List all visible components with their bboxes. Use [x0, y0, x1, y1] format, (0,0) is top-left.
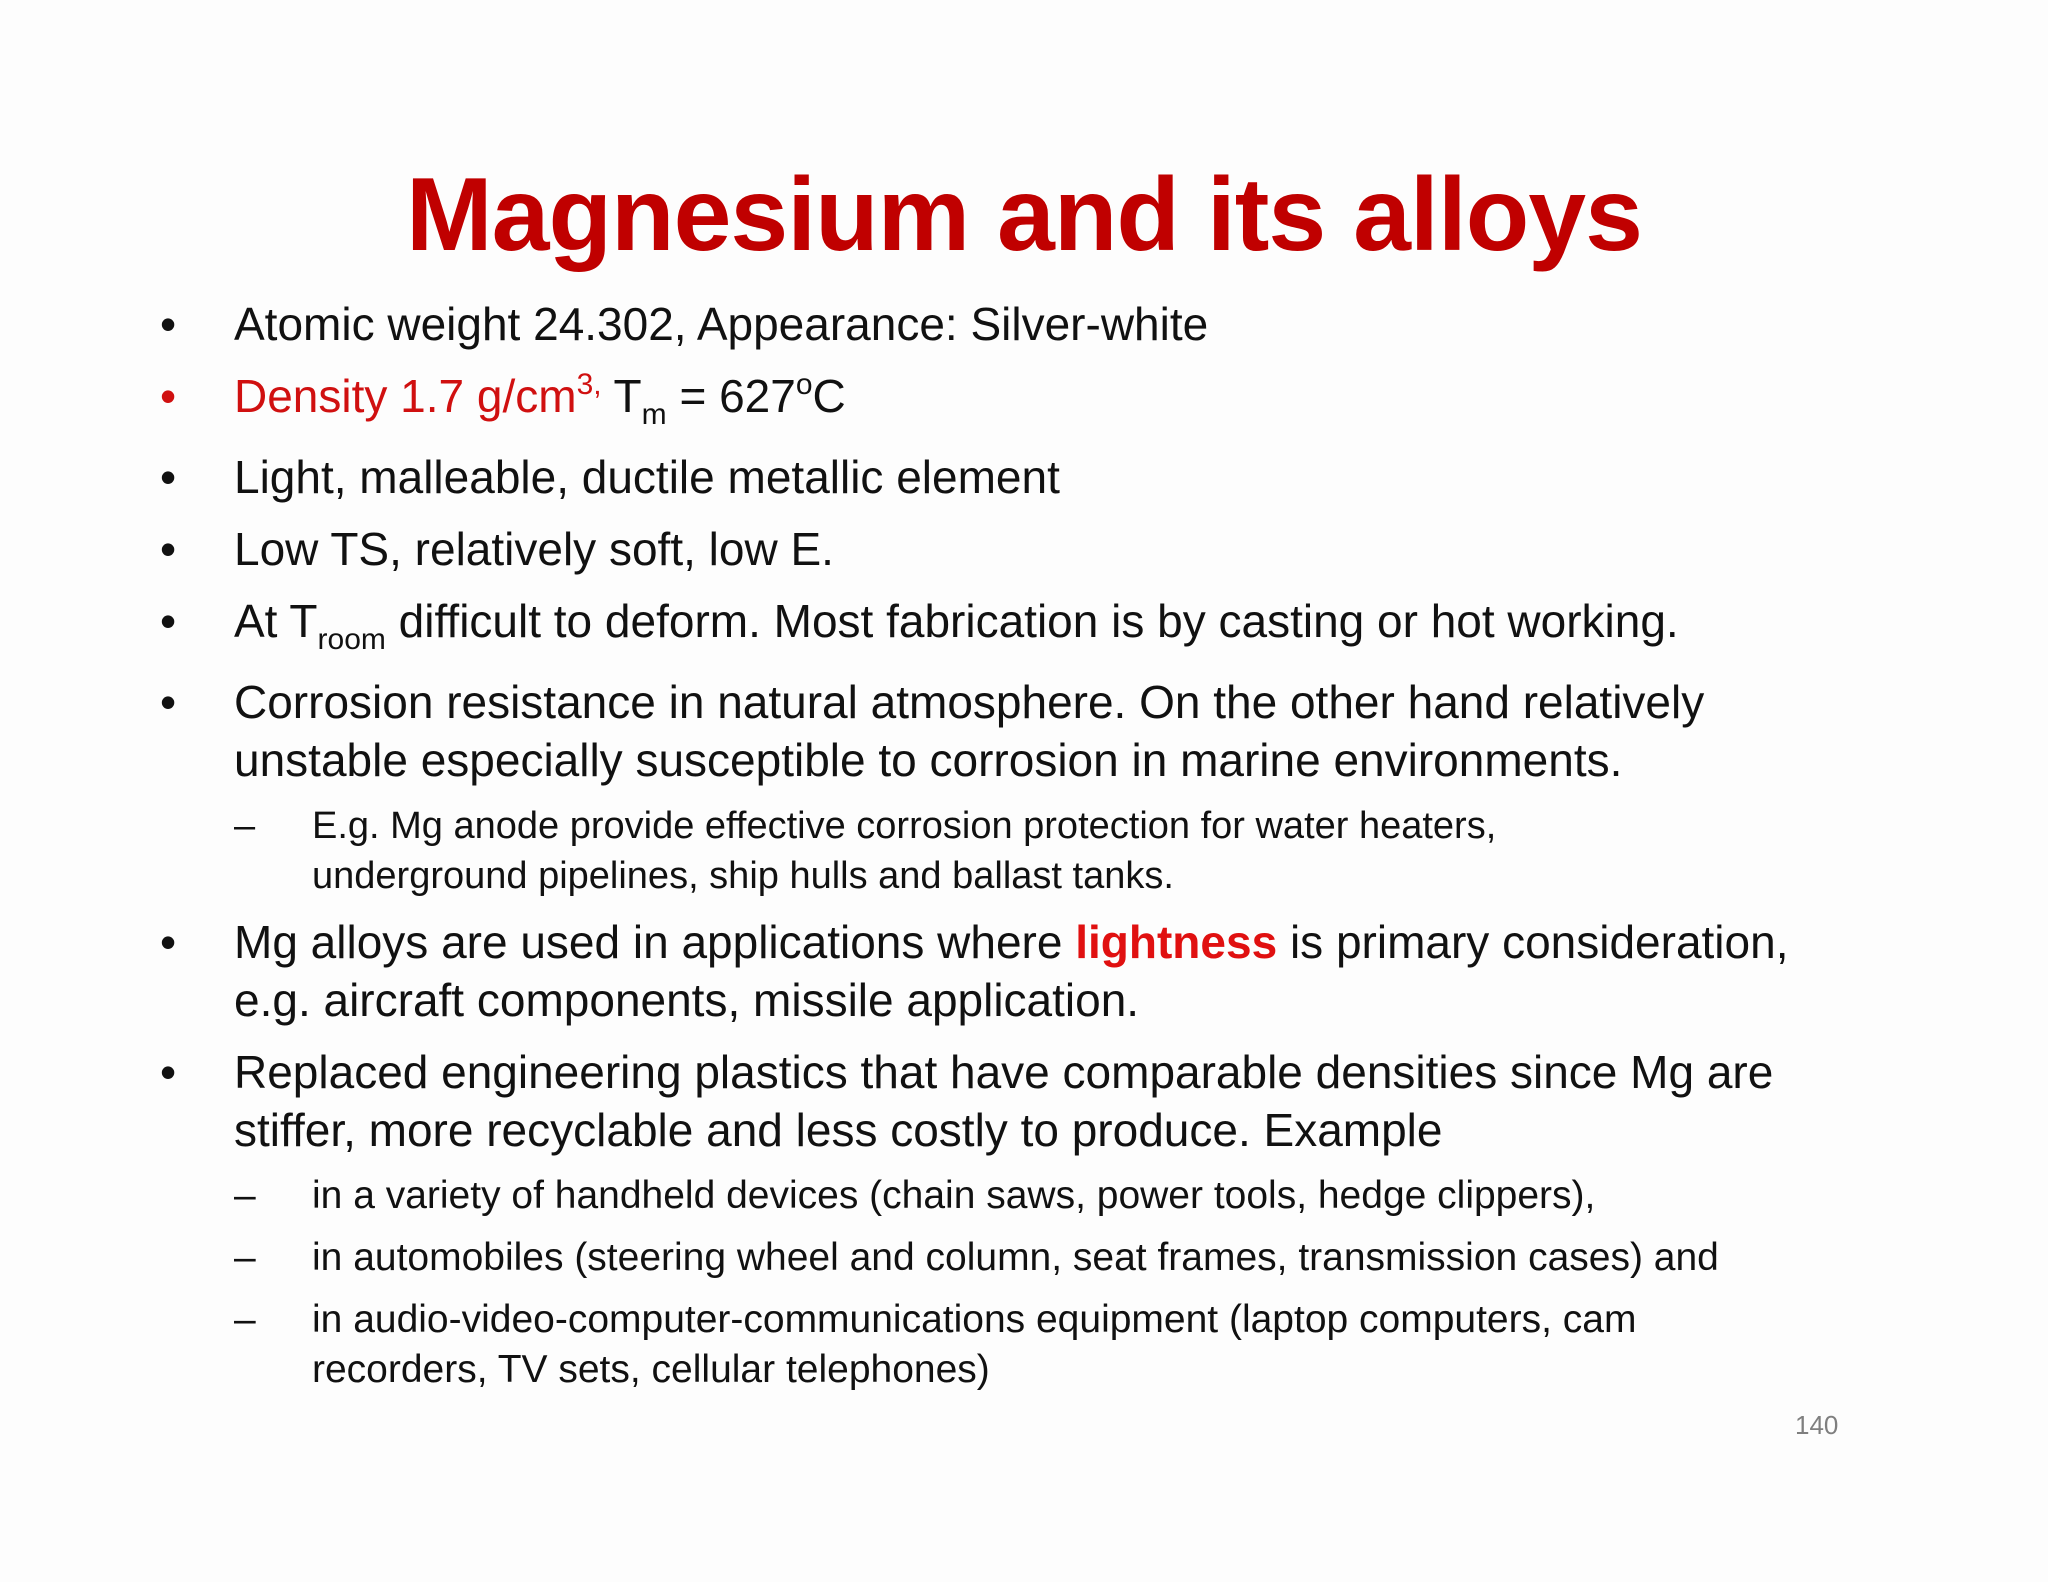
sub-line-2: recorders, TV sets, cellular telephones) — [312, 1348, 990, 1391]
sub-bullet-automobiles — [234, 1233, 1920, 1283]
bullet-light-malleable — [160, 448, 1920, 506]
bullet-low-ts — [160, 520, 1920, 578]
bullet-corrosion — [160, 673, 1920, 789]
bullet-replaced-plastics — [160, 1043, 1920, 1159]
density-superscript: 3, — [576, 368, 602, 401]
bullet-mg-alloys — [160, 913, 1920, 1029]
bullet-text: Atomic weight 24.302, Appearance: Silver-white — [234, 298, 1209, 350]
dash-icon: – — [234, 1174, 256, 1217]
melting-temp-symbol: T — [601, 370, 642, 422]
melting-temp-value: = 627 — [666, 370, 796, 422]
degree-unit: C — [812, 370, 846, 422]
bullet-icon: • — [160, 595, 177, 647]
bullet-text-post: is primary consideration, — [1277, 916, 1789, 968]
bullet-atomic-weight — [160, 295, 1920, 353]
bullet-density — [160, 367, 1920, 434]
sub-line-2: underground pipelines, ship hulls and ballast tanks. — [312, 855, 1174, 897]
bullet-icon: • — [160, 298, 177, 350]
bullet-line-1: Corrosion resistance in natural atmosphere. On the other hand relatively — [234, 676, 1705, 728]
bullet-icon: • — [160, 676, 177, 728]
bullet-icon: • — [160, 451, 177, 503]
bullet-text-pre: At T — [234, 595, 318, 647]
sub-bullet-audio-video — [234, 1295, 1920, 1395]
bullet-text: Light, malleable, ductile metallic element — [234, 451, 1060, 503]
bullet-icon: • — [160, 1046, 177, 1098]
page-number: 140 — [1795, 1410, 1839, 1440]
slide-title: Magnesium and its alloys — [406, 157, 1642, 273]
bullet-line-1 — [234, 913, 1920, 971]
dash-icon: – — [234, 805, 256, 847]
bullet-icon: • — [160, 370, 177, 422]
bullet-list — [160, 295, 1920, 1407]
bullet-text-post: difficult to deform. Most fabrication is by casting or hot working. — [385, 595, 1679, 647]
degree-superscript: o — [795, 368, 813, 401]
bullet-text: Low TS, relatively soft, low E. — [234, 523, 834, 575]
sub-bullet-mg-anode — [234, 801, 1920, 901]
sub-line-1: E.g. Mg anode provide effective corrosion protection for water heaters, — [312, 805, 1497, 847]
bullet-line-2: e.g. aircraft components, missile application. — [234, 974, 1140, 1026]
corrosion-sublist — [160, 801, 1920, 901]
bullet-line-1: Replaced engineering plastics that have comparable densities since Mg are — [234, 1046, 1774, 1098]
sub-bullet-handheld — [234, 1171, 1920, 1221]
density-text: Density 1.7 g/cm — [234, 370, 577, 422]
sub-line-1: in audio-video-computer-communications equipment (laptop computers, cam — [312, 1298, 1637, 1341]
bullet-icon: • — [160, 523, 177, 575]
bullet-room-temp — [160, 592, 1920, 659]
bullet-line-2: stiffer, more recyclable and less costly to produce. Example — [234, 1104, 1443, 1156]
dash-icon: – — [234, 1298, 256, 1341]
examples-sublist — [160, 1171, 1920, 1395]
bullet-icon: • — [160, 916, 177, 968]
bullet-line-2: unstable especially susceptible to corrosion in marine environments. — [234, 734, 1623, 786]
melting-temp-subscript: m — [641, 398, 667, 431]
dash-icon: – — [234, 1236, 256, 1279]
room-subscript: room — [317, 623, 386, 656]
sub-text: in a variety of handheld devices (chain saws, power tools, hedge clippers), — [312, 1174, 1596, 1217]
bullet-text-pre: Mg alloys are used in applications where — [234, 916, 1076, 968]
highlight-lightness: lightness — [1075, 916, 1278, 968]
sub-text: in automobiles (steering wheel and column, seat frames, transmission cases) and — [312, 1236, 1719, 1279]
